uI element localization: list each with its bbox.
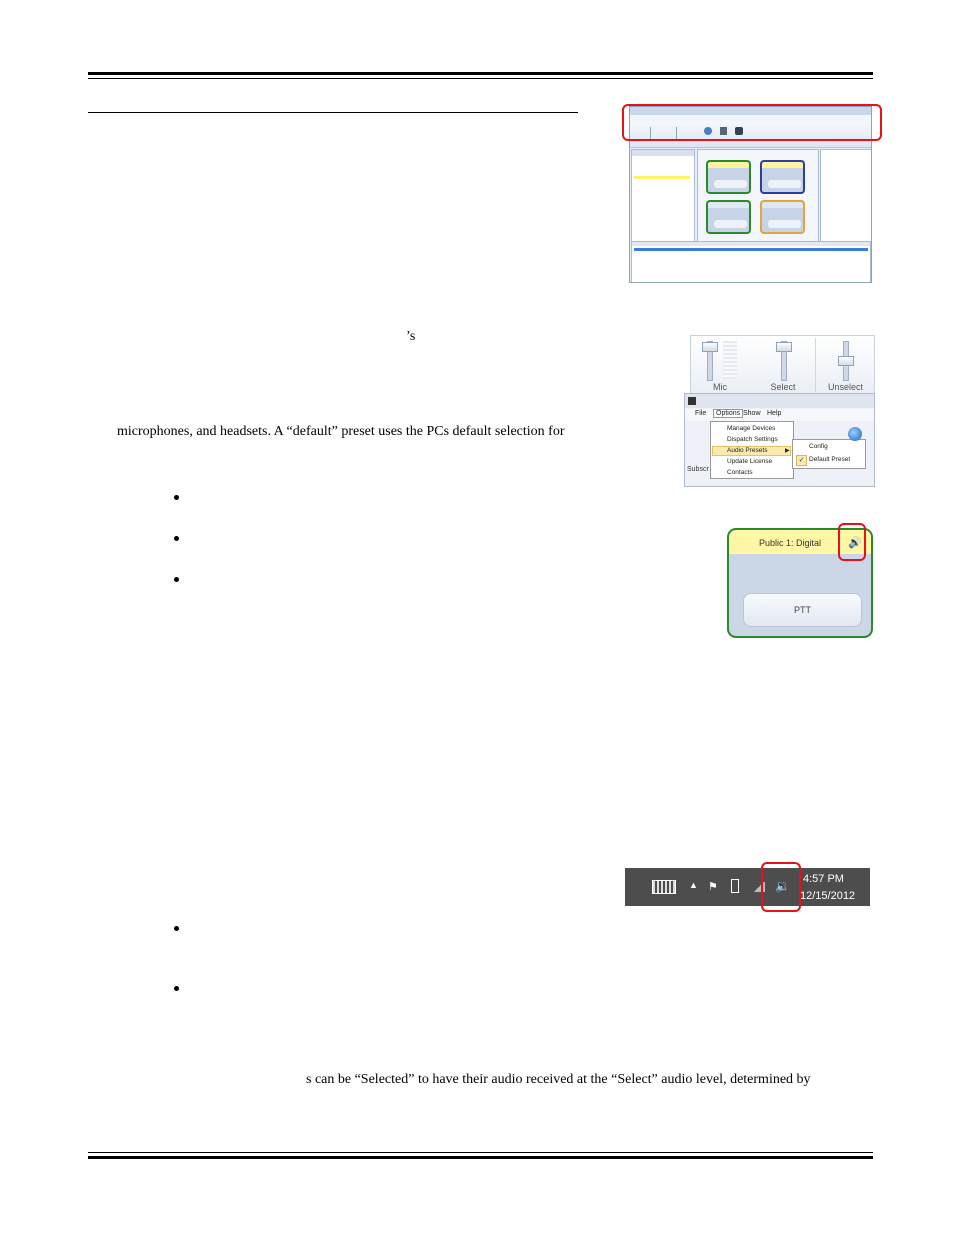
power-icon[interactable] [731,879,739,893]
paragraph-line: microphones, and headsets. A “default” preset uses the PCs default selection for [117,424,565,439]
unselect-slider-label: Unselect [827,382,863,392]
flag-icon[interactable]: ⚑ [708,881,718,893]
log-selected-row [634,248,868,251]
mini-tile-3 [706,200,751,234]
submenu-item-config[interactable]: Config [809,443,828,450]
menu-options[interactable]: Options [713,409,743,418]
possessive-fragment: ’s [406,329,416,344]
left-panel-selected-row [634,176,690,179]
log-header [632,242,870,246]
left-panel-header [632,150,694,156]
bullet-2 [174,536,179,541]
menu-bar [685,409,874,421]
footer-rule-thick [88,1156,873,1159]
menu-item-update-license[interactable]: Update License [727,458,773,465]
select-slider-label: Select [770,382,796,392]
globe-icon [848,427,862,441]
app-icon [688,397,696,405]
chevron-up-icon[interactable]: ▲ [689,880,698,890]
submenu-arrow-icon: ▶ [785,448,790,454]
taskbar-screenshot [625,868,870,906]
volume-highlight-box [761,862,801,912]
menu-item-dispatch-settings[interactable]: Dispatch Settings [727,436,778,443]
volume-icon[interactable]: 🔉 [775,879,790,893]
activity-log-panel [631,241,871,283]
menu-item-contacts[interactable]: Contacts [727,469,753,476]
mic-slider [691,336,749,394]
mini-tile-2 [760,160,805,194]
options-menu-screenshot [684,393,875,487]
unselect-slider-knob [838,356,854,366]
audio-sliders-screenshot [690,335,875,395]
submenu-item-default-preset[interactable]: Default Preset [809,456,851,463]
header-rule-thick [88,72,873,75]
footer-rule-thin [88,1152,873,1153]
bullet-1 [174,495,179,500]
tile-title: Public 1: Digital [759,538,822,548]
toolbar-highlight-box [622,104,882,141]
clock-time[interactable]: 4:57 PM [803,873,844,885]
speaker-icon[interactable]: 🔊 [848,537,862,549]
bottom-text-line: s can be “Selected” to have their audio received at the “Select” audio level, determined by [306,1072,811,1087]
menu-item-audio-presets[interactable]: Audio Presets [727,447,768,454]
section-heading-underline [88,112,578,113]
center-panel [697,149,819,243]
header-rule-thin [88,78,873,79]
select-slider-knob [776,342,792,352]
menu-item-manage-devices[interactable]: Manage Devices [727,425,776,432]
keyboard-icon [652,880,676,894]
mini-tile-4 [760,200,805,234]
bullet-5 [174,986,179,991]
right-panel [820,149,872,243]
check-icon: ✓ [796,455,807,466]
speaker-highlight-box [838,523,866,561]
bullet-4 [174,926,179,931]
ptt-button[interactable]: PTT [743,593,862,627]
mic-slider-label: Mic [713,382,727,392]
clock-date[interactable]: 12/15/2012 [800,890,856,902]
mic-slider-knob [702,342,718,352]
menu-window-titlebar [685,394,874,408]
mini-tile-1 [706,160,751,194]
menu-help[interactable]: Help [767,410,782,417]
menu-file[interactable]: File [695,410,707,417]
side-panel-label: Subscr [687,466,709,473]
mic-level-meter [723,341,737,379]
options-dropdown [710,421,794,479]
audio-presets-submenu [792,439,866,469]
unselect-slider [817,336,874,394]
select-slider [753,336,813,394]
bullet-3 [174,577,179,582]
slider-divider [815,338,816,392]
menu-show[interactable]: Show [743,410,761,417]
